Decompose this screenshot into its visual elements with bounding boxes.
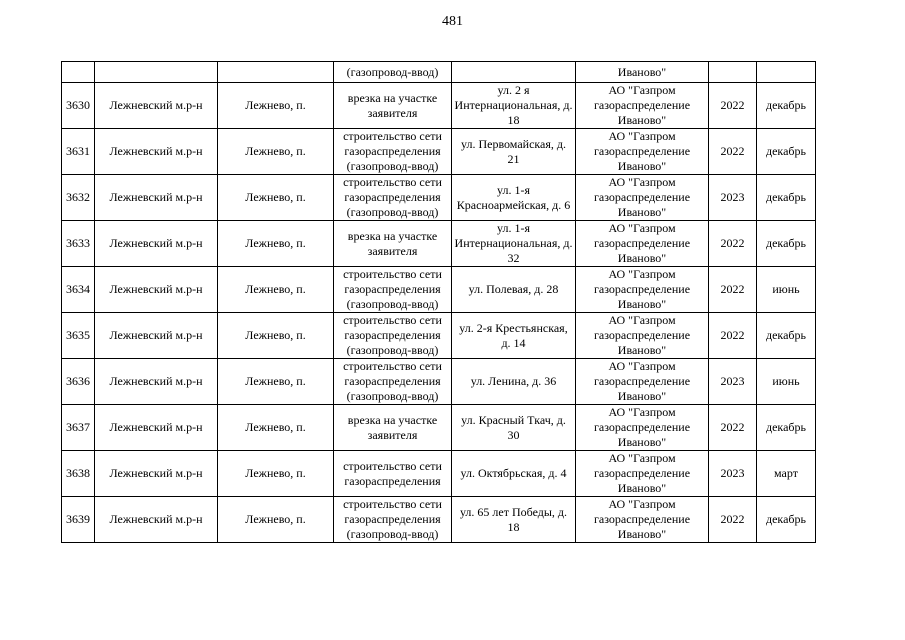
- cell-number: 3630: [62, 83, 95, 129]
- cell-year: 2023: [709, 175, 757, 221]
- cell-work-type: строительство сети газораспределения (газопровод-ввод): [334, 313, 452, 359]
- cell-locality: Лежнево, п.: [218, 497, 334, 543]
- cell-year: 2022: [709, 313, 757, 359]
- cell-month: июнь: [757, 359, 816, 405]
- cell-address: ул. Красный Ткач, д. 30: [452, 405, 576, 451]
- cell-number: 3639: [62, 497, 95, 543]
- cell-district: Лежневский м.р-н: [95, 359, 218, 405]
- cell-district: Лежневский м.р-н: [95, 313, 218, 359]
- cell-district: Лежневский м.р-н: [95, 497, 218, 543]
- cell-locality: Лежнево, п.: [218, 405, 334, 451]
- cell-work-type: строительство сети газораспределения (газопровод-ввод): [334, 497, 452, 543]
- cell-work-type: врезка на участке заявителя: [334, 83, 452, 129]
- cell-month: декабрь: [757, 497, 816, 543]
- cell-address: ул. Первомайская, д. 21: [452, 129, 576, 175]
- continued-row: [62, 62, 816, 83]
- cell-month: декабрь: [757, 405, 816, 451]
- cell-month: декабрь: [757, 83, 816, 129]
- cell-year: 2022: [709, 83, 757, 129]
- cell-address: ул. 65 лет Победы, д. 18: [452, 497, 576, 543]
- cell-district: Лежневский м.р-н: [95, 221, 218, 267]
- cell-year: 2023: [709, 359, 757, 405]
- cell-locality: Лежнево, п.: [218, 451, 334, 497]
- cell-address: ул. Октябрьская, д. 4: [452, 451, 576, 497]
- cell-month: декабрь: [757, 313, 816, 359]
- cell-year: 2022: [709, 497, 757, 543]
- cell-district: [95, 62, 218, 83]
- cell-number: 3635: [62, 313, 95, 359]
- table-row: [62, 83, 816, 129]
- cell-locality: Лежнево, п.: [218, 129, 334, 175]
- cell-locality: Лежнево, п.: [218, 221, 334, 267]
- cell-locality: Лежнево, п.: [218, 83, 334, 129]
- gasification-table: [61, 61, 816, 543]
- cell-locality: Лежнево, п.: [218, 313, 334, 359]
- cell-organization: АО "Газпром газораспределение Иваново": [576, 221, 709, 267]
- cell-number: 3631: [62, 129, 95, 175]
- cell-organization: АО "Газпром газораспределение Иваново": [576, 359, 709, 405]
- cell-organization: АО "Газпром газораспределение Иваново": [576, 313, 709, 359]
- cell-address: ул. 2 я Интернациональная, д. 18: [452, 83, 576, 129]
- page-number: 481: [442, 14, 463, 29]
- table-row: [62, 221, 816, 267]
- cell-number: 3632: [62, 175, 95, 221]
- cell-year: 2022: [709, 129, 757, 175]
- cell-work-type: строительство сети газораспределения (газопровод-ввод): [334, 267, 452, 313]
- cell-month: [757, 62, 816, 83]
- table-row: [62, 129, 816, 175]
- table-row: [62, 267, 816, 313]
- cell-district: Лежневский м.р-н: [95, 405, 218, 451]
- cell-address: ул. Ленина, д. 36: [452, 359, 576, 405]
- cell-locality: Лежнево, п.: [218, 359, 334, 405]
- cell-district: Лежневский м.р-н: [95, 451, 218, 497]
- cell-address: ул. 1-я Красноармейская, д. 6: [452, 175, 576, 221]
- cell-work-type: врезка на участке заявителя: [334, 221, 452, 267]
- table-row: [62, 313, 816, 359]
- cell-work-type: строительство сети газораспределения (газопровод-ввод): [334, 129, 452, 175]
- cell-work-type: строительство сети газораспределения (газопровод-ввод): [334, 359, 452, 405]
- cell-year: [709, 62, 757, 83]
- cell-number: 3638: [62, 451, 95, 497]
- cell-address: ул. Полевая, д. 28: [452, 267, 576, 313]
- cell-organization: Иваново": [576, 62, 709, 83]
- cell-locality: Лежнево, п.: [218, 267, 334, 313]
- cell-organization: АО "Газпром газораспределение Иваново": [576, 267, 709, 313]
- cell-number: 3637: [62, 405, 95, 451]
- table-row: [62, 175, 816, 221]
- cell-year: 2023: [709, 451, 757, 497]
- cell-address: ул. 1-я Интернациональная, д. 32: [452, 221, 576, 267]
- cell-work-type: строительство сети газораспределения (газопровод-ввод): [334, 175, 452, 221]
- cell-organization: АО "Газпром газораспределение Иваново": [576, 497, 709, 543]
- cell-number: 3633: [62, 221, 95, 267]
- table-row: [62, 451, 816, 497]
- table-body: [62, 62, 816, 543]
- cell-work-type: врезка на участке заявителя: [334, 405, 452, 451]
- cell-work-type: (газопровод-ввод): [334, 62, 452, 83]
- cell-number: [62, 62, 95, 83]
- cell-district: Лежневский м.р-н: [95, 83, 218, 129]
- cell-month: декабрь: [757, 221, 816, 267]
- cell-district: Лежневский м.р-н: [95, 267, 218, 313]
- cell-organization: АО "Газпром газораспределение Иваново": [576, 175, 709, 221]
- cell-district: Лежневский м.р-н: [95, 129, 218, 175]
- cell-year: 2022: [709, 405, 757, 451]
- cell-organization: АО "Газпром газораспределение Иваново": [576, 83, 709, 129]
- cell-locality: Лежнево, п.: [218, 175, 334, 221]
- cell-organization: АО "Газпром газораспределение Иваново": [576, 405, 709, 451]
- cell-address: [452, 62, 576, 83]
- cell-organization: АО "Газпром газораспределение Иваново": [576, 129, 709, 175]
- cell-number: 3636: [62, 359, 95, 405]
- cell-month: июнь: [757, 267, 816, 313]
- cell-district: Лежневский м.р-н: [95, 175, 218, 221]
- cell-year: 2022: [709, 267, 757, 313]
- cell-organization: АО "Газпром газораспределение Иваново": [576, 451, 709, 497]
- cell-month: декабрь: [757, 175, 816, 221]
- table-row: [62, 359, 816, 405]
- cell-locality: [218, 62, 334, 83]
- cell-number: 3634: [62, 267, 95, 313]
- cell-year: 2022: [709, 221, 757, 267]
- table-row: [62, 405, 816, 451]
- cell-work-type: строительство сети газораспределения: [334, 451, 452, 497]
- table-row: [62, 497, 816, 543]
- cell-month: декабрь: [757, 129, 816, 175]
- cell-month: март: [757, 451, 816, 497]
- cell-address: ул. 2-я Крестьянская, д. 14: [452, 313, 576, 359]
